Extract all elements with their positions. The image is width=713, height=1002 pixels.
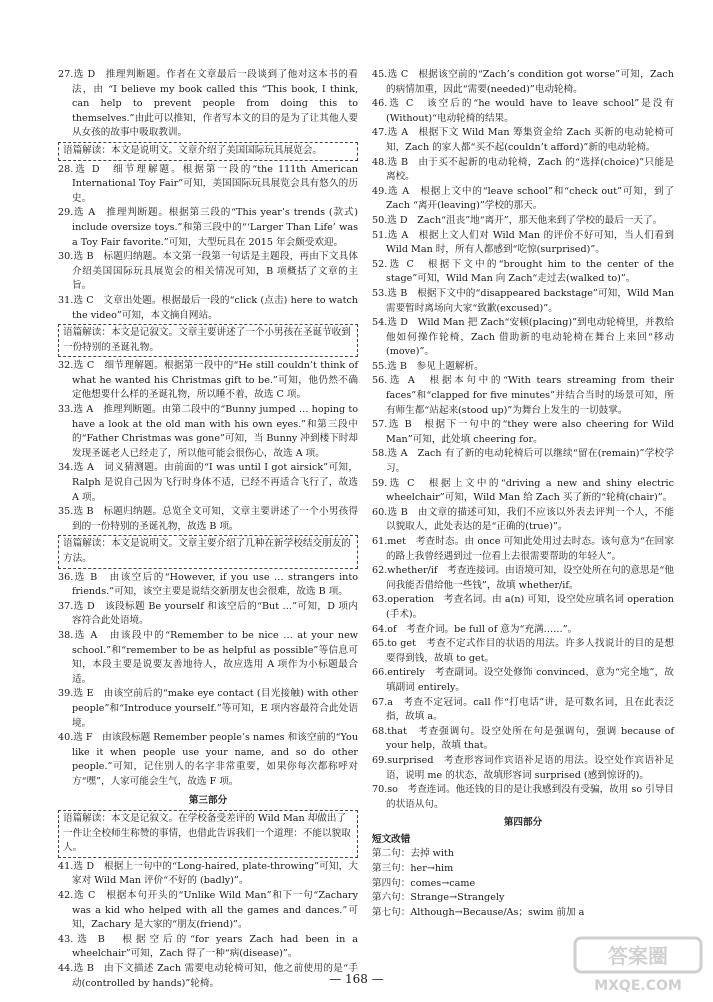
section-heading: 第三部分 [188,794,228,806]
passage-summary-box: 语篇解读：本文是记叙文。在学校备受差评的 Wild Man 却做出了一件让全校师生称赞的事情，也借此告诉我们一个道理：不能以貌取人。 [58,810,358,858]
answer-entry: 35.选 B 标题归纳题。总览全文可知，文章主要讲述了一个小男孩得到的一份特别的圣诞礼物，故选 B 项。 [58,506,358,532]
answer-entry: 63.operation 考查名词。由 a(n) 可知，设空处应填名词 operation (手术)。 [372,594,674,620]
answer-entry: 56.选 A 根据本句中的“With tears streaming from their faces”和“clapped for five minutes”并结合当时的场景可知，所有师生都“站起来(stood up)”为舞台上发生的一切鼓掌。 [372,375,674,416]
correction-line: 第四句：comes→came [372,877,476,889]
answer-entry: 42.选 C 根据本句开头的“Unlike Wild Man”和下一句“Zachary was a kid who helped with all the games and dances.”可知，Zachary 是大家的“朋友(friend)”。 [58,890,358,931]
watermark-logo [573,934,703,996]
answer-entry: 32.选 C 细节理解题。根据第一段中的“He still couldn’t think of what he wanted his Christmas gift to be.”可知，他仍然不确定他想要什么样的圣诞礼物，所以睡不着，故选 C 项。 [58,360,358,401]
svg-text:答案圈: 答案圈 [608,944,668,968]
passage-summary-box: 语篇解读：本文是记叙文。文章主要讲述了一个小男孩在圣诞节收到一份特别的圣诞礼物。 [58,324,358,357]
answer-entry: 69.surprised 考查形容词作宾语补足语的用法。设空处作宾语补足语，说明 me 的状态，故填形容词 surprised (感到惊讶的)。 [372,754,674,781]
answer-entry: 39.选 E 由该空前后的“make eye contact (目光接触) with other people”和“Introduce yourself.”等可知，E 项内容最符合此处语境。 [58,688,358,729]
answer-entry: 68.that 考查强调句。设空处所在句是强调句，强调 because of your help，故填 that。 [372,725,674,752]
answer-entry: 62.whether/if 考查连接词。由语境可知，设空处所在句的意思是“他问我能否借给他一些钱”，故填 whether/if。 [372,565,674,591]
answer-entry: 65.to get 考查不定式作目的状语的用法。许多人找说计的目的是想要得到钱，故填 to get。 [372,638,674,664]
answer-entry: 29.选 A 推理判断题。根据第三段的“This year’s trends (款式) include oversize toys.”和第三段中的“‘Larger Than Life’ was a Toy Fair favorite.”可知，大型玩具在 2015 年会颇受欢迎。 [58,207,358,248]
answer-entry: 55.选 B 参见上题解析。 [372,360,484,372]
answer-entry: 47.选 A 根据下文 Wild Man 筹集资金给 Zach 买新的电动轮椅可知，Zach 的家人都“买不起(couldn’t afford)”新的电动轮椅。 [372,127,674,153]
subsection-heading: 短文改错 [372,833,411,845]
answer-entry: 40.选 F 由该段标题 Remember people’s names 和该空前的“You like it when people use your name, and so do other people.”可知，记住别人的名字非常重要，如果你每次都称呼对方“嘿”，人家可能会生气，故选 F 项。 [58,732,358,787]
answer-entry: 64.of 考查介词。be full of 意为“充满……”。 [372,623,578,635]
answer-entry: 59.选 C 根据上文中的“driving a new and shiny electric wheelchair”可知，Wild Man 给 Zach 买了新的“轮椅(chair)”。 [372,477,674,504]
answer-entry: 38.选 A 由该段中的“Remember to be nice … at your new school.”和“remember to be as helpful as possible”等信息可知，本段主要是说要友善地待人，故应选用 A 项作为小标题最合适。 [58,629,358,685]
answer-entry: 27.选 D 推理判断题。作者在文章最后一段谈到了他对这本书的看法，由 “I believe my book called this “This book, I think, can help to prevent people from doing this to themselves.”由此可以推知，作者写本文的目的是为了让其他人要从女孩的故事中吸取教训。 [58,69,358,139]
answer-entry: 43.选 B 根据空后的“for years Zach had been in a wheelchair”可知，Zach 得了一种“病(disease)”。 [58,933,358,960]
answer-entry: 41.选 D 根据上一句中的“Long-haired, plate-throwing”可知，大家对 Wild Man 评价“不好的 (badly)”。 [58,860,358,887]
answer-entry: 45.选 C 根据该空前的“Zach’s condition got worse”可知，Zach 的病情加重，因此“需要(needed)”电动轮椅。 [372,69,674,95]
answer-entry: 33.选 A 推理判断题。由第二段中的“Bunny jumped … hoping to have a look at the old man with his own eyes.”和第三段中的“Father Christmas was gone”可知，当 Bunny 冲到楼下时却发现圣诞老人已经走了，所以他可能会很伤心，故选 A 项。 [58,404,358,459]
answer-entry: 44.选 B 由下文描述 Zach 需要电动轮椅可知，他之前使用的是“手动(controlled by hands)”轮椅。 [58,963,358,989]
answer-entry: 60.选 B 由文章的描述可知，我们不应该以外表去评判一个人，不能以貌取人，此处表达的是“正确的(true)”。 [372,506,674,533]
answer-entry: 50.选 D Zach“沮丧”地“离开”，那天他来到了学校的最后一天了。 [372,214,663,226]
correction-line: 第六句：Strange→Strangely [372,892,505,904]
answer-entry: 52.选 C 根据下文中的“brought him to the center of the stage”可知，Wild Man 向 Zach“走过去(walked to)”。 [372,258,674,285]
answer-entry: 53.选 B 根据下文中的“disappeared backstage”可知，Wild Man 需要暂时离场向大家“致歉(excused)”。 [372,287,674,314]
answer-entry: 51.选 A 根据上文人们对 Wild Man 的评价不好可知，当人们看到 Wild Man 时，所有人都感到“吃惊(surprised)”。 [372,229,674,256]
answer-entry: 46.选 C 该空后的“he would have to leave school”是没有(Without)“电动轮椅的结果。 [372,98,674,124]
answer-entry: 48.选 B 由于买不起新的电动轮椅，Zach 的“选择(choice)”只能是离校。 [372,156,674,183]
answer-entry: 30.选 B 标题归纳题。本文第一段第一句话是主题段，再由下文具体介绍美国国际玩具展览会的相关情况可知，B 项概括了文章的主旨。 [58,251,358,292]
answer-entry: 70.so 考查连词。他还钱的目的是让我感到没有受骗，故用 so 引导目的状语从句。 [372,784,674,810]
passage-summary-box: 语篇解读：本文是说明文。文章介绍了美国国际玩具展览会。 [58,142,358,161]
answer-entry: 37.选 D 该段标题 Be yourself 和该空后的“But …”可知，D 项内容符合此处语境。 [58,600,358,627]
right-column [372,68,674,920]
correction-line: 第三句：her→him [372,863,454,875]
answer-entry: 36.选 B 由该空后的“However, if you use … strangers into friends.”可知，该空主要是说结交新朋友也会很难，故选 B 项。 [58,571,358,598]
answer-entry: 58.选 A Zach 有了新的电动轮椅后可以继续“留在(remain)”学校学习。 [372,448,674,475]
answer-entry: 61.met 考查时态。由 once 可知此处用过去时态。该句意为“在回家的路上我曾经遇到过一位看上去很需要帮助的年轻人”。 [372,536,674,562]
answer-entry: 66.entirely 考查副词。设空处修饰 convinced，意为“完全地”，故填副词 entirely。 [372,667,674,693]
answer-entry: 67.a 考查不定冠词。call 作“打电话”讲，是可数名词，且在此表泛指，故填 a。 [372,696,674,723]
passage-summary-box: 语篇解读：本文是说明文。文章主要介绍了几种在新学校结交朋友的方法。 [58,535,358,568]
answer-entry: 57.选 B 根据下一句中的“they were also cheering for Wild Man”可知，此处填 cheering for。 [372,419,674,445]
answer-entry: 49.选 A 根据上文中的“leave school”和“check out”可知，到了 Zach “离开(leaving)”学校的那天。 [372,185,674,212]
section-heading: 第四部分 [503,817,543,829]
answer-entry: 34.选 A 词义猜测题。由前面的“I was until I got airsick”可知，Ralph 是说自己因为飞行时身体不适，已经不再适合飞行了，故选 A 项。 [58,462,358,503]
correction-line: 第二句：去掉 with [372,848,454,860]
correction-line: 第七句：Although→Because/As；swim 前加 a [372,906,585,918]
page-number: — 168 — [329,972,384,986]
answer-entry: 54.选 D Wild Man 把 Zach“安顿(placing)”到电动轮椅里，并教给他如何操作轮椅，Zach 借助新的电动轮椅在舞台上来回“移动(move)”。 [372,317,674,358]
answer-entry: 31.选 C 文章出处题。根据最后一段的“click (点击) here to watch the video”可知，本文摘自网站。 [58,294,358,321]
left-column [58,68,358,991]
answer-entry: 28.选 D 细节理解题。根据第一段的“the 111th American International Toy Fair”可知，美国国际玩具展览会具有悠久的历史。 [58,163,358,204]
svg-text:MXQE.COM: MXQE.COM [594,978,682,994]
